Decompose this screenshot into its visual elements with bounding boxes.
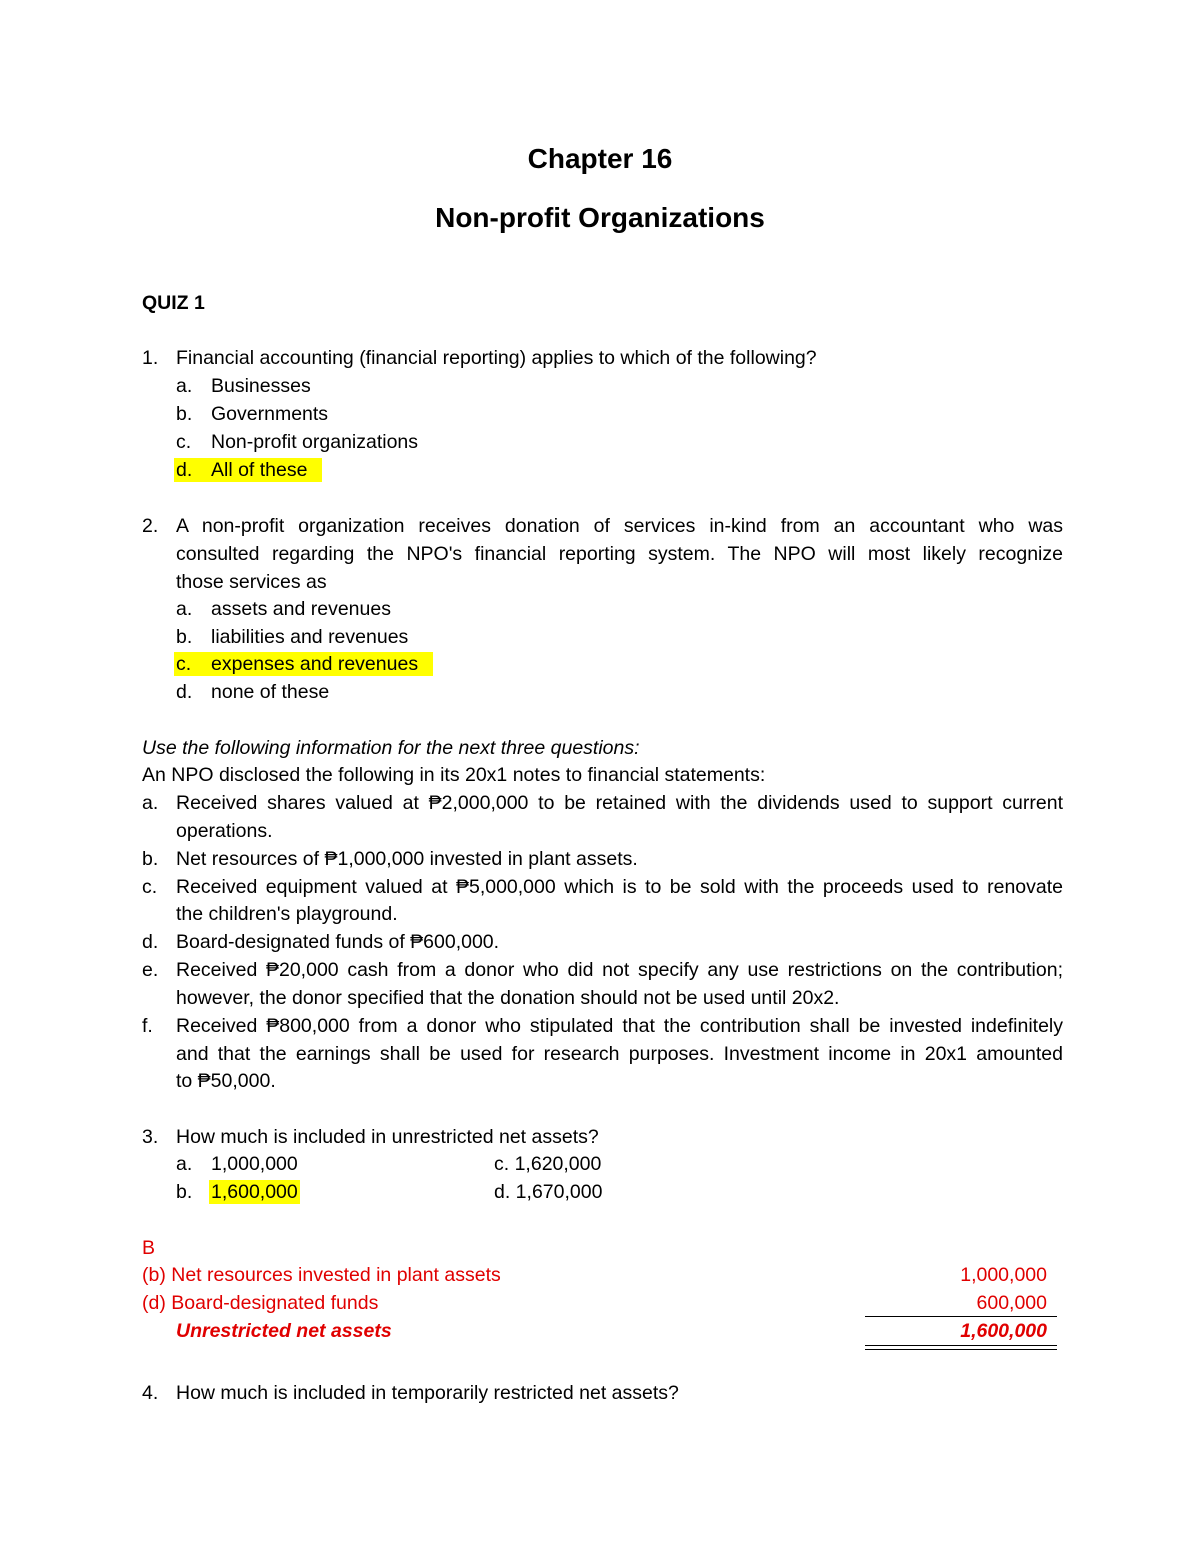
question-text: Financial accounting (financial reporting) applies to which of the following? — [176, 347, 817, 369]
option-text: 1,000,000 — [211, 1153, 298, 1175]
option-letter: d. — [176, 459, 193, 481]
correct-answer-highlight — [174, 458, 322, 482]
answer-row-amount: 600,000 — [976, 1292, 1047, 1314]
info-item-line: Net resources of ₱1,000,000 invested in plant assets. — [176, 848, 638, 870]
info-item-letter: d. — [142, 931, 159, 953]
option-text: c. 1,620,000 — [494, 1153, 602, 1175]
correct-answer-highlight — [174, 652, 433, 676]
answer-total-amount: 1,600,000 — [960, 1320, 1047, 1342]
info-item-line: the children's playground. — [176, 903, 398, 925]
question-text-line: A non-profit organization receives donation of services in-kind from an accountant who was — [176, 515, 1063, 537]
chapter-subtitle: Non-profit Organizations — [435, 202, 765, 233]
option-letter: c. — [176, 653, 192, 675]
info-item-letter: e. — [142, 959, 159, 981]
option-text: expenses and revenues — [211, 653, 419, 675]
question-text: How much is included in temporarily restricted net assets? — [176, 1382, 679, 1404]
total-double-rule-bottom — [865, 1349, 1057, 1350]
info-item-letter: b. — [142, 848, 159, 870]
info-item-line: Received shares valued at ₱2,000,000 to be retained with the dividends used to support current — [176, 792, 1063, 814]
info-item-line: and that the earnings shall be used for research purposes. Investment income in 20x1 amounted — [176, 1043, 1063, 1065]
option-letter: a. — [176, 375, 193, 397]
answer-row-label: (d) Board-designated funds — [142, 1292, 379, 1314]
option-text: Non-profit organizations — [211, 431, 419, 453]
subtotal-rule — [865, 1316, 1057, 1317]
option-text: All of these — [211, 459, 308, 481]
info-lead: An NPO disclosed the following in its 20x1 notes to financial statements: — [142, 764, 766, 786]
question-text-line: consulted regarding the NPO's financial reporting system. The NPO will most likely recognize — [176, 543, 1063, 565]
answer-row-label: (b) Net resources invested in plant assets — [142, 1264, 501, 1286]
info-item-line: to ₱50,000. — [176, 1070, 276, 1092]
option-letter: b. — [176, 403, 193, 425]
option-letter: a. — [176, 1153, 193, 1175]
info-item-line: however, the donor specified that the donation should not be used until 20x2. — [176, 987, 840, 1009]
info-item-letter: c. — [142, 876, 158, 898]
question-text: How much is included in unrestricted net assets? — [176, 1126, 599, 1148]
option-letter: c. — [176, 431, 192, 453]
option-letter: b. — [176, 626, 193, 648]
option-letter: a. — [176, 598, 193, 620]
total-double-rule-top — [865, 1345, 1057, 1346]
answer-row-amount: 1,000,000 — [960, 1264, 1047, 1286]
option-letter: b. — [176, 1181, 193, 1203]
question-number: 2. — [142, 515, 159, 537]
question-number: 4. — [142, 1382, 159, 1404]
info-item-line: Received equipment valued at ₱5,000,000 which is to be sold with the proceeds used to renovate — [176, 876, 1063, 898]
question-number: 1. — [142, 347, 159, 369]
answer-letter: B — [142, 1237, 156, 1259]
option-text: Businesses — [211, 375, 311, 397]
question-number: 3. — [142, 1126, 159, 1148]
quiz-label: QUIZ 1 — [142, 292, 205, 314]
option-text: d. 1,670,000 — [494, 1181, 603, 1203]
chapter-title: Chapter 16 — [527, 143, 673, 174]
info-item-letter: f. — [142, 1015, 153, 1037]
info-item-letter: a. — [142, 792, 159, 814]
option-text: assets and revenues — [211, 598, 391, 620]
option-text: Governments — [211, 403, 329, 425]
info-item-line: Board-designated funds of ₱600,000. — [176, 931, 500, 953]
info-intro: Use the following information for the next three questions: — [142, 737, 640, 759]
answer-total-label: Unrestricted net assets — [176, 1320, 392, 1342]
info-item-line: Received ₱20,000 cash from a donor who did not specify any use restrictions on the contribution; — [176, 959, 1063, 981]
option-text: liabilities and revenues — [211, 626, 409, 648]
option-text: none of these — [211, 681, 330, 703]
question-text-line: those services as — [176, 571, 327, 593]
info-item-line: Received ₱800,000 from a donor who stipulated that the contribution shall be invested indefinitely — [176, 1015, 1063, 1037]
option-letter: d. — [176, 681, 193, 703]
option-text: 1,600,000 — [211, 1181, 298, 1203]
info-item-line: operations. — [176, 820, 273, 842]
